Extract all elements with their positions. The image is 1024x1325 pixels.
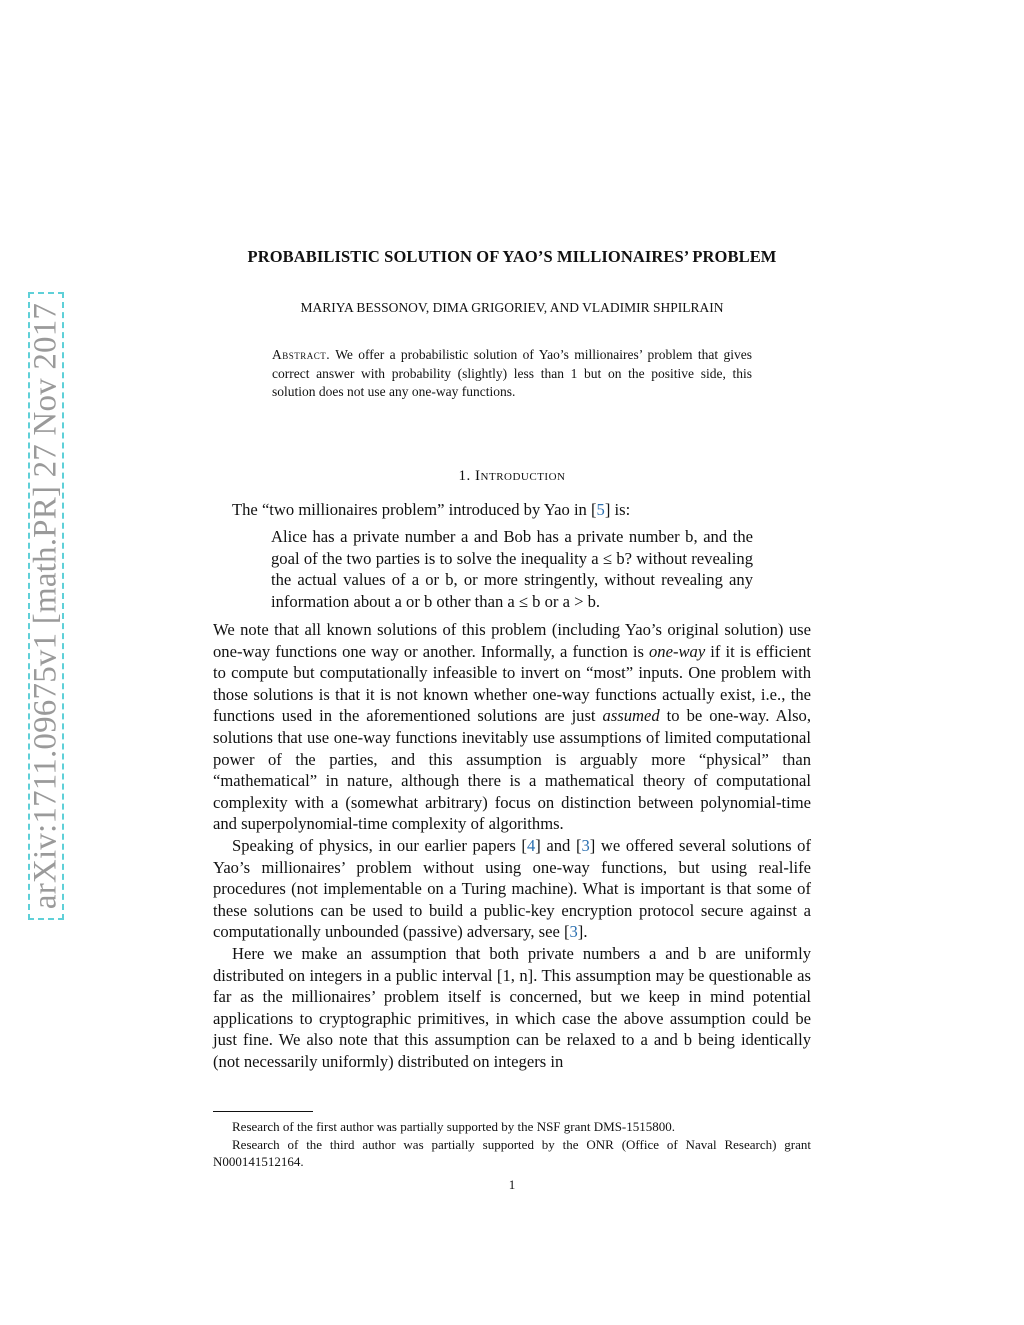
page-number: 1 bbox=[508, 1177, 516, 1192]
emphasis-one-way: one-way bbox=[649, 641, 706, 661]
paragraph-3: Here we make an assumption that both private numbers a and b are uniformly distributed on integers in a public interval [1, n]. This assumption may be questionable as far as the millionaires’ problem itself is concerned, but we keep in mind potential applications to cryptographic primitives, in which case the above assumption could be just fine. We also note that this assumption can be relaxed to a and b being identically (not necessarily uniformly) distributed on integers in bbox=[213, 943, 811, 1071]
citation-link[interactable]: 3 bbox=[581, 835, 590, 855]
abstract-label: Abstract. bbox=[272, 347, 331, 362]
arxiv-identifier: arXiv:1711.09675v1 [math.PR] 27 Nov 2017 bbox=[27, 302, 64, 910]
arxiv-stamp bbox=[28, 292, 64, 920]
abstract-text: We offer a probabilistic solution of Yao’s millionaires’ problem that gives correct answer with probability (slightly) less than 1 but on the positive side, this solution does not use any one-way functions. bbox=[272, 347, 752, 399]
para2-text-b: ] and [ bbox=[535, 835, 582, 855]
section-number: 1. bbox=[458, 468, 471, 484]
para2-text-c: ] we offered several solutions of Yao’s millionaires’ problem without using one-way functions, but using real-life procedures (not implementable on a Turing machine). What is important is that some of these solutions can be used to build a public-key encryption protocol secure against a computationally unbounded (passive) adversary, see [ bbox=[213, 835, 811, 942]
abstract bbox=[272, 346, 752, 402]
emphasis-assumed: assumed bbox=[602, 706, 660, 726]
para2-text-d: ]. bbox=[577, 922, 588, 942]
para2-text-a: Speaking of physics, in our earlier papers [ bbox=[232, 835, 527, 855]
footnote-divider bbox=[213, 1111, 313, 1112]
paragraph-1 bbox=[213, 619, 811, 835]
intro-text: The “two millionaires problem” introduced by Yao in [ bbox=[232, 500, 597, 519]
paragraph-2 bbox=[213, 835, 811, 943]
paper-authors: MARIYA BESSONOV, DIMA GRIGORIEV, AND VLADIMIR SHPILRAIN bbox=[300, 300, 724, 315]
intro-text-end: ] is: bbox=[604, 500, 631, 519]
main-text bbox=[213, 619, 811, 1072]
para1-text-b: if it is efficient to compute but computationally infeasible to invert on “most” inputs. One problem with those solutions is that it is not known whether one-way functions actually exist, i.e., the functions used in the aforementioned solutions are just bbox=[213, 641, 811, 726]
footnote-2: Research of the third author was partially supported by the ONR (Office of Naval Research) grant N000141512164. bbox=[213, 1136, 811, 1169]
footnote-1: Research of the first author was partially supported by the NSF grant DMS-1515800. bbox=[232, 1119, 676, 1134]
footnotes bbox=[213, 1118, 811, 1171]
citation-link[interactable]: 4 bbox=[526, 835, 536, 855]
section-heading bbox=[0, 468, 1024, 485]
citation-link[interactable]: 3 bbox=[569, 922, 578, 942]
paper-title: PROBABILISTIC SOLUTION OF YAO’S MILLIONAIRES’ PROBLEM bbox=[247, 247, 777, 266]
intro-paragraph bbox=[213, 499, 811, 521]
para1-text-c: to be one-way. Also, solutions that use one-way functions inevitably use assumptions of limited computational power of the parties, and this assumption is arguably more “physical” than “mathematical” in nature, although there is a mathematical theory of computational complexity with a (somewhat arbitrary) focus on distinction between polynomial-time and superpolynomial-time complexity of algorithms. bbox=[213, 706, 811, 834]
section-title: Introduction bbox=[475, 468, 566, 484]
problem-statement: Alice has a private number a and Bob has a private number b, and the goal of the two parties is to solve the inequality a ≤ b? without revealing the actual values of a or b, or more stringently, without revealing any information about a or b other than a ≤ b or a > b. bbox=[271, 527, 753, 611]
para1-text-a: We note that all known solutions of this problem (including Yao’s original solution) use one-way functions one way or another. Informally, a function is bbox=[213, 620, 811, 661]
citation-link[interactable]: 5 bbox=[596, 500, 605, 519]
